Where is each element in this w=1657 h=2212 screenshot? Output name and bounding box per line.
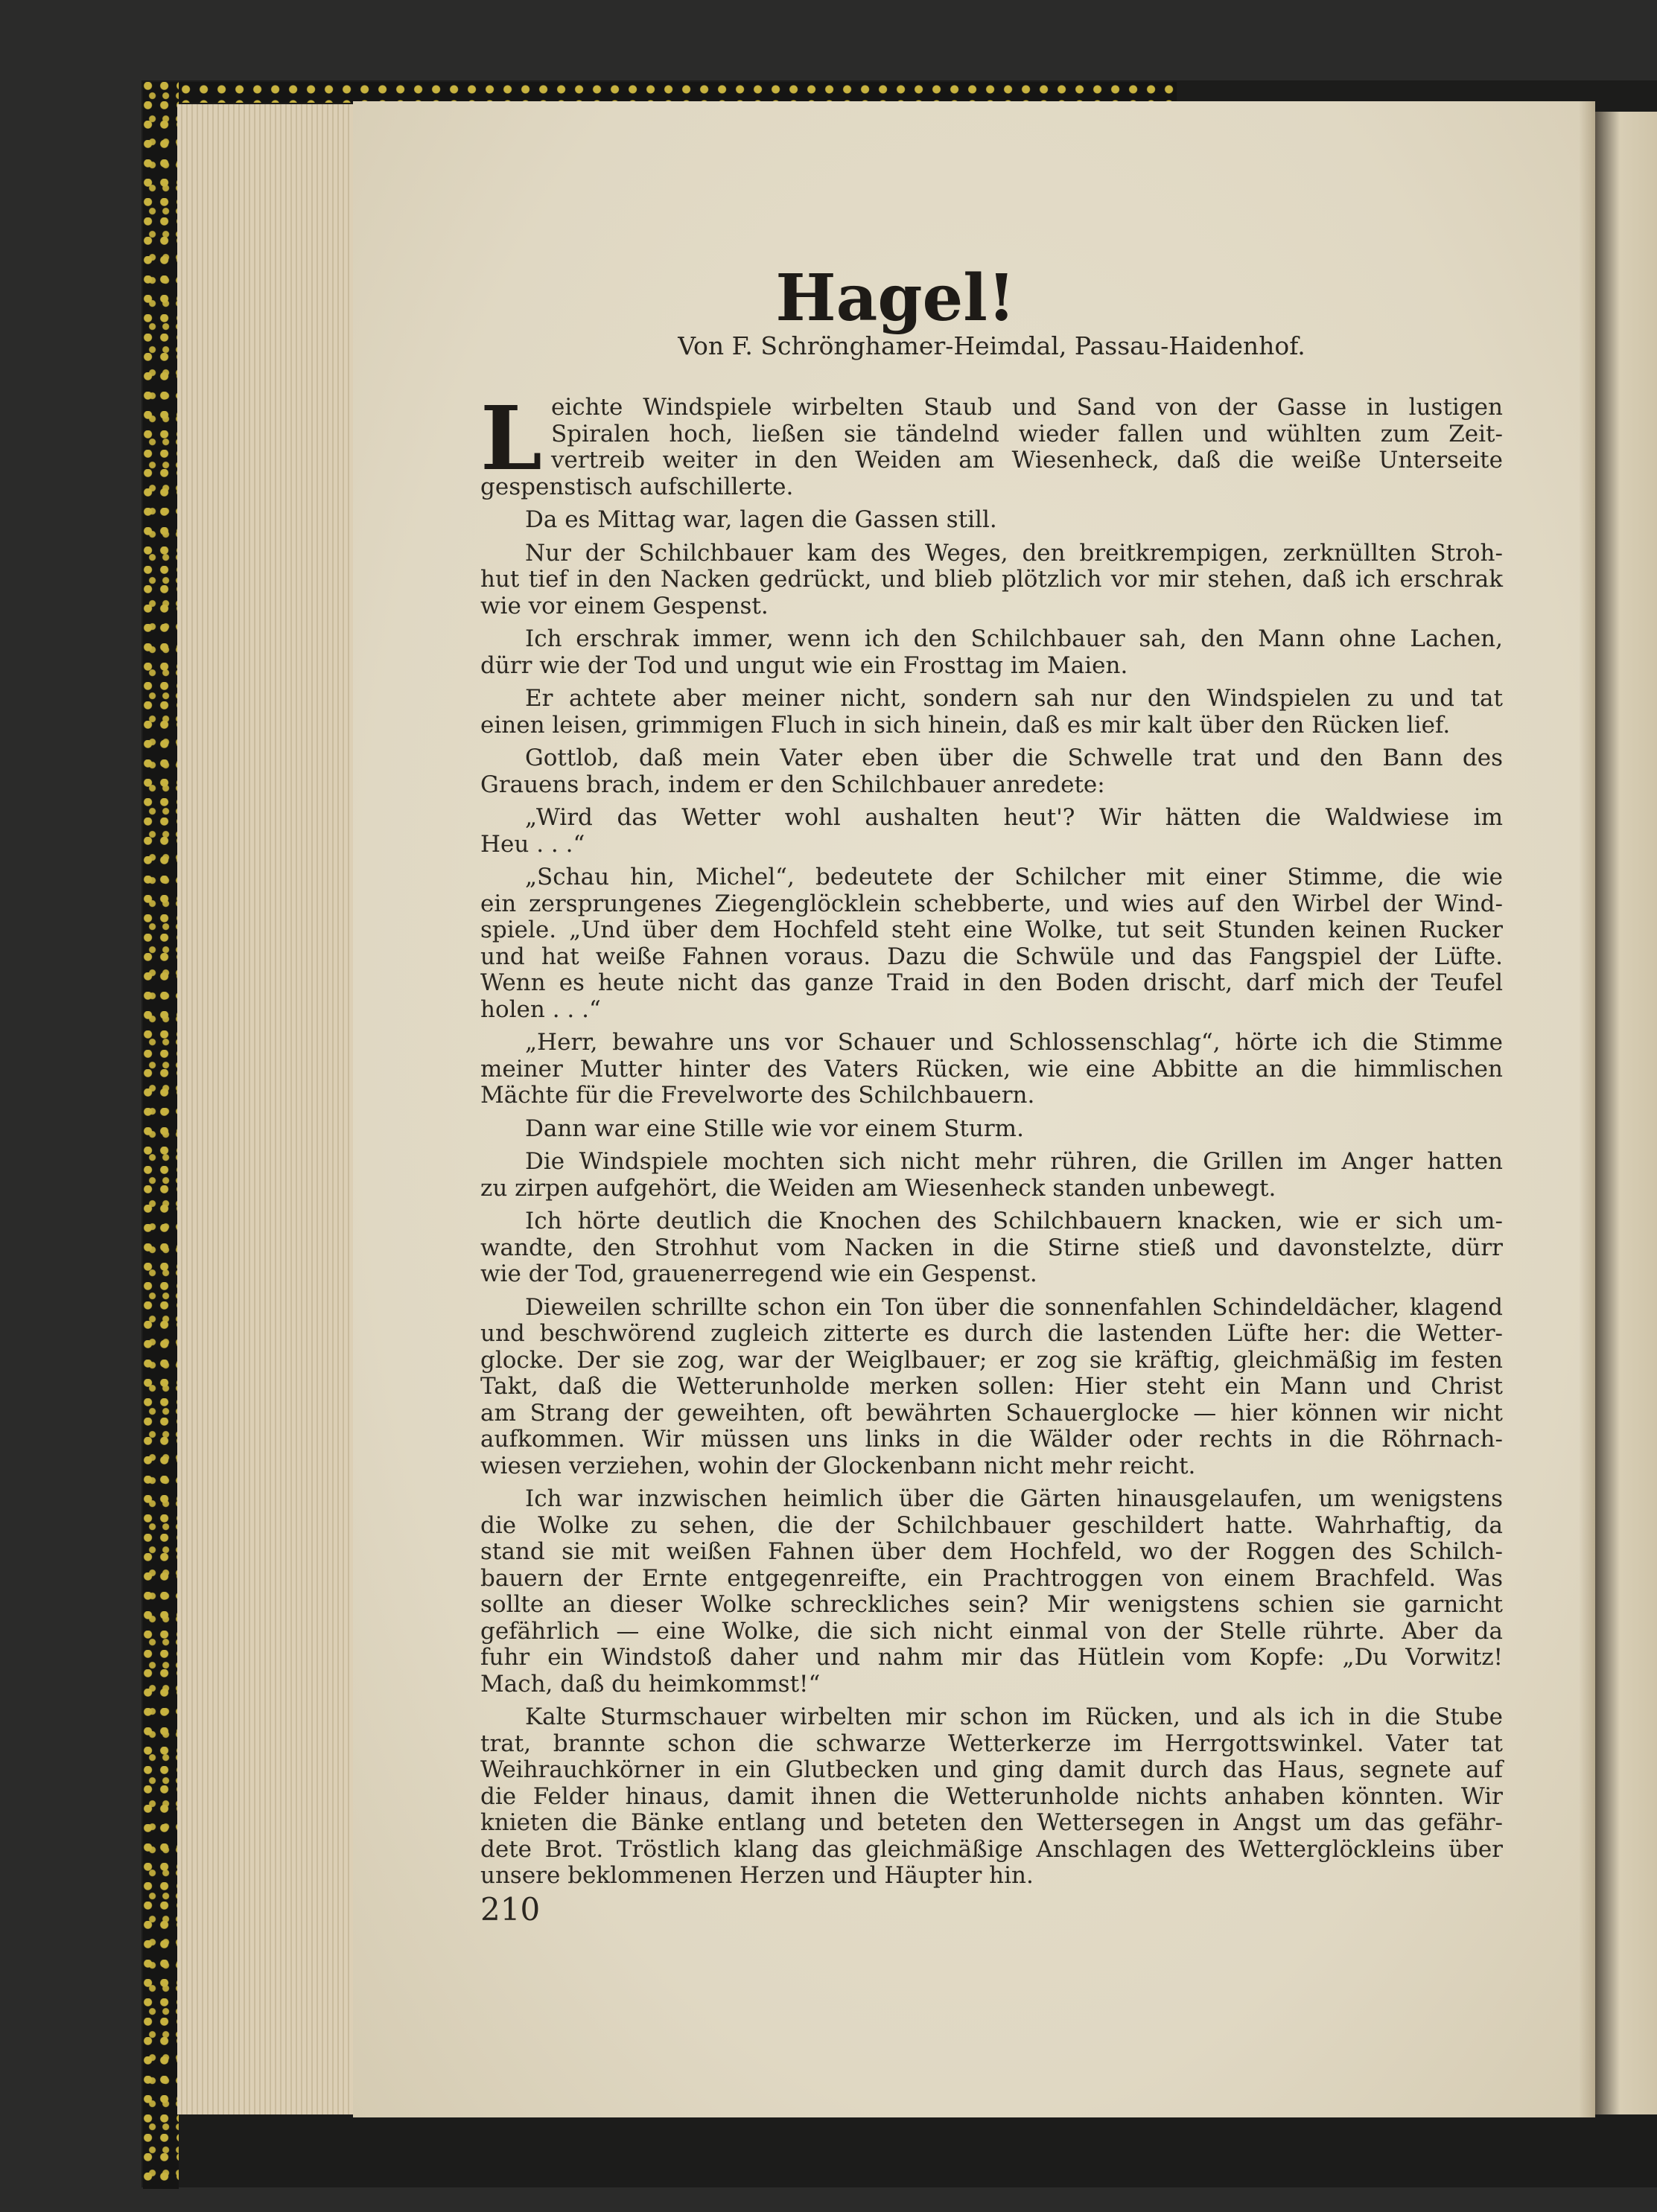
paragraph [480,686,1503,739]
text-line: gefährlich — eine Wolke, die sich nicht einmal von der Stelle rührte. Aber da [480,1617,1503,1645]
text-line: unsere beklommenen Herzen und Häupter hin. [480,1862,1034,1889]
text-line: dürr wie der Tod und ungut wie ein Frosttag im Maien. [480,651,1128,679]
paragraph [480,864,1503,1023]
text-line: wie vor einem Gespenst. [480,592,769,619]
text-line: „Herr, bewahre uns vor Schauer und Schlossenschlag“, hörte ich die Stimme [525,1029,1503,1056]
article-body [480,386,1503,1896]
text-line: vertreib weiter in den Weiden am Wiesenheck, daß die weiße Unterseite [551,447,1503,474]
text-line: Ich erschrak immer, wenn ich den Schilchbauer sah, den Mann ohne Lachen, [525,625,1503,652]
text-line: Spiralen hoch, ließen sie tändelnd wieder fallen und wühlten zum Zeit- [551,420,1503,447]
paragraph [480,1116,1503,1143]
text-line: Mächte für die Frevelworte des Schilchbauern. [480,1082,1035,1109]
text-line: die Felder hinaus, damit ihnen die Wetterunholde nichts anhaben könnten. Wir [480,1782,1503,1810]
paragraph [480,626,1503,679]
text-line: holen . . .“ [480,995,601,1023]
paragraph [480,1295,1503,1480]
text-line: bauern der Ernte entgegenreifte, ein Prachtroggen von einem Brachfeld. Was [480,1564,1503,1592]
text-line: und hat weiße Fahnen voraus. Dazu die Schwüle und das Fangspiel der Lüfte. [480,943,1503,970]
text-line: eichte Windspiele wirbelten Staub und Sand von der Gasse in lustigen [551,394,1503,421]
text-line: stand sie mit weißen Fahnen über dem Hochfeld, wo der Roggen des Schilch- [480,1538,1503,1565]
text-line: Da es Mittag war, lagen die Gassen still. [525,506,997,533]
paragraph [480,1208,1503,1288]
text-line: Takt, daß die Wetterunholde merken sollen: Hier steht ein Mann und Christ [480,1373,1503,1400]
article-title [0,261,1657,336]
facing-page-edge [1595,112,1657,2114]
paragraph [480,507,1503,534]
text-line: Heu . . .“ [480,830,585,858]
marbled-spine-edge [143,82,179,2189]
text-line: zu zirpen aufgehört, die Weiden am Wiesenheck standen unbewegt. [480,1174,1276,1202]
text-line: spiele. „Und über dem Hochfeld steht eine Wolke, tut seit Stunden keinen Rucker [480,917,1503,943]
text-line: knieten die Bänke entlang und beteten den Wettersegen in Angst um das gefähr- [480,1809,1503,1836]
text-line: glocke. Der sie zog, war der Weiglbauer; er zog sie kräftig, gleichmäßig im festen [480,1346,1503,1374]
text-line: Kalte Sturmschauer wirbelten mir schon im Rücken, und als ich in die Stube [525,1703,1503,1730]
text-line: Nur der Schilchbauer kam des Weges, den breitkrempigen, zerknüllten Stroh- [525,539,1503,567]
paragraph [480,805,1503,858]
text-line: hut tief in den Nacken gedrückt, und blieb plötzlich vor mir stehen, daß ich erschrak [480,566,1503,593]
text-line: ein zersprungenes Ziegenglöcklein schebberte, und wies auf den Wirbel der Wind- [480,890,1503,917]
text-line: Dann war eine Stille wie vor einem Sturm. [525,1115,1024,1142]
text-line: Gottlob, daß mein Vater eben über die Schwelle trat und den Bann des [525,745,1503,771]
paragraph [480,745,1503,798]
paragraph [480,386,1503,500]
text-line: Ich war inzwischen heimlich über die Gärten hinausgelaufen, um wenigstens [525,1485,1503,1512]
text-line: am Strang der geweihten, oft bewährten Schauerglocke — hier können wir nicht [480,1399,1503,1427]
page-number: 210 [480,1891,541,1928]
text-line: wandte, den Strohhut vom Nacken in die Stirne stieß und davonstelzte, dürr [480,1234,1503,1261]
text-line: gespenstisch aufschillerte. [480,473,794,500]
text-line: Dieweilen schrillte schon ein Ton über die sonnenfahlen Schindeldächer, klagend [525,1293,1503,1321]
paragraph [480,1704,1503,1890]
text-line: die Wolke zu sehen, die der Schilchbauer geschildert hatte. Wahrhaftig, da [480,1511,1503,1539]
text-line: „Wird das Wetter wohl aushalten heut'? Wir hätten die Waldwiese im [525,804,1503,831]
text-line: und beschwörend zugleich zitterte es durch die lastenden Lüfte her: die Wetter- [480,1320,1503,1347]
text-line: sollte an dieser Wolke schreckliches sein? Mir wenigstens schien sie garnicht [480,1591,1503,1618]
text-line: einen leisen, grimmigen Fluch in sich hinein, daß es mir kalt über den Rücken lief. [480,711,1451,739]
text-line: aufkommen. Wir müssen uns links in die Wälder oder rechts in die Röhrnach- [480,1426,1503,1453]
text-line: Weihrauchkörner in ein Glutbecken und ging damit durch das Haus, segnete auf [480,1756,1503,1783]
text-line: wiesen verziehen, wohin der Glockenbann nicht mehr reicht. [480,1452,1196,1479]
page-edges [177,104,356,2114]
text-line: wie der Tod, grauenerregend wie ein Gespenst. [480,1260,1037,1287]
text-line: Wenn es heute nicht das ganze Traid in den Boden drischt, darf mich der Teufel [480,969,1503,996]
text-line: Grauens brach, indem er den Schilchbauer anredete: [480,771,1105,798]
text-line: Die Windspiele mochten sich nicht mehr rühren, die Grillen im Anger hatten [525,1148,1503,1175]
text-line: „Schau hin, Michel“, bedeutete der Schilcher mit einer Stimme, die wie [525,864,1503,890]
article-byline: Von F. Schrönghamer-Heimdal, Passau-Haidenhof. [678,331,1305,360]
drop-cap: L [480,386,542,490]
text-line: Mach, daß du heimkommst!“ [480,1670,821,1698]
text-line: dete Brot. Tröstlich klang das gleichmäßige Anschlagen des Wetterglöckleins über [480,1835,1503,1863]
paragraph [480,1486,1503,1698]
text-line: Ich hörte deutlich die Knochen des Schilchbauern knacken, wie er sich um- [525,1208,1503,1234]
page-gutter [1579,101,1595,2117]
paragraph [480,1030,1503,1109]
text-line: meiner Mutter hinter des Vaters Rücken, wie eine Abbitte an die himmlischen [480,1055,1503,1083]
article-title-text: Hagel! [775,261,1016,336]
text-line: fuhr ein Windstoß daher und nahm mir das Hütlein vom Kopfe: „Du Vorwitz! [480,1644,1503,1671]
paragraph [480,1149,1503,1202]
text-line: trat, brannte schon die schwarze Wetterkerze im Herrgottswinkel. Vater tat [480,1730,1503,1757]
text-line: Er achtete aber meiner nicht, sondern sah nur den Windspielen zu und tat [525,685,1503,712]
marbled-top-edge [179,82,1177,103]
paragraph [480,541,1503,620]
